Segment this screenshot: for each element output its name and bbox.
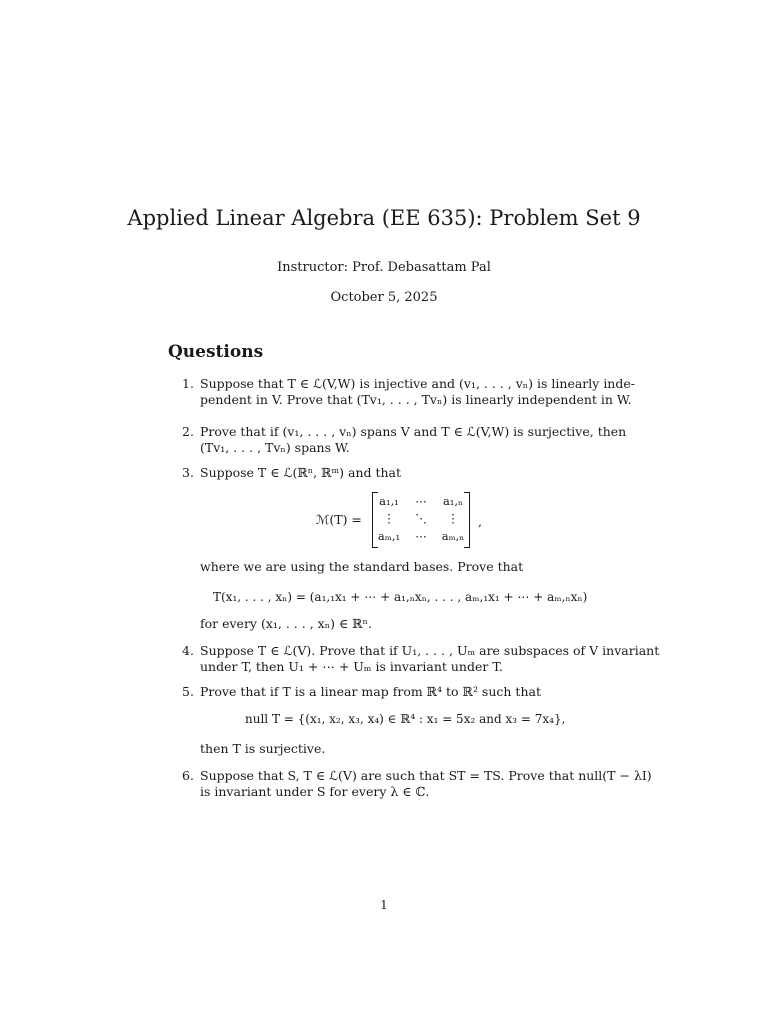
document-title: Applied Linear Algebra (EE 635): Problem Set 9 bbox=[127, 206, 641, 230]
question-text-line: pendent in V. Prove that (Tv₁, . . . , Tvₙ) is linearly independent in W. bbox=[200, 392, 632, 407]
question-text-line: Suppose that T ∈ ℒ(V,W) is injective and (v₁, . . . , vₙ) is linearly inde- bbox=[200, 376, 635, 391]
question-text-line: Prove that if T is a linear map from ℝ⁴ to ℝ² such that bbox=[200, 684, 541, 699]
display-equation: T(x₁, . . . , xₙ) = (a₁,₁x₁ + ⋯ + a₁,ₙxₙ, . . . , aₘ,₁x₁ + ⋯ + aₘ,ₙxₙ) bbox=[213, 590, 588, 604]
question-text-line: where we are using the standard bases. Prove that bbox=[200, 559, 524, 574]
question-number: 2. bbox=[182, 424, 194, 439]
date-line: October 5, 2025 bbox=[330, 290, 438, 305]
page-number: 1 bbox=[380, 898, 388, 912]
question-number: 3. bbox=[182, 465, 194, 480]
matrix-trailing-comma: , bbox=[478, 514, 482, 529]
question-number: 1. bbox=[182, 376, 194, 391]
matrix-cell: a₁,₁ bbox=[379, 494, 399, 508]
matrix-cell: aₘ,ₙ bbox=[441, 529, 465, 543]
question-number: 6. bbox=[182, 768, 194, 783]
matrix-cell: ⋯ bbox=[415, 494, 427, 508]
matrix-cell: ⋯ bbox=[415, 529, 427, 543]
matrix-lhs: ℳ(T) = bbox=[316, 512, 362, 527]
question-number: 5. bbox=[182, 684, 194, 699]
question-text-line: is invariant under S for every λ ∈ ℂ. bbox=[200, 784, 430, 799]
matrix-of-t bbox=[372, 492, 470, 548]
question-number: 4. bbox=[182, 643, 194, 658]
question-text-line: (Tv₁, . . . , Tvₙ) spans W. bbox=[200, 440, 350, 455]
matrix-cell: a₁,ₙ bbox=[442, 494, 464, 508]
matrix-cell: ⋮ bbox=[383, 511, 395, 525]
question-text-line: Suppose T ∈ ℒ(ℝⁿ, ℝᵐ) and that bbox=[200, 465, 402, 480]
display-equation: null T = {(x₁, x₂, x₃, x₄) ∈ ℝ⁴ : x₁ = 5x₂ and x₃ = 7x₄}, bbox=[245, 712, 566, 726]
matrix-cell: ⋱ bbox=[415, 511, 427, 525]
question-text-line: for every (x₁, . . . , xₙ) ∈ ℝⁿ. bbox=[200, 616, 372, 631]
question-text-line: Prove that if (v₁, . . . , vₙ) spans V and T ∈ ℒ(V,W) is surjective, then bbox=[200, 424, 627, 439]
question-text-line: under T, then U₁ + ⋯ + Uₘ is invariant under T. bbox=[200, 659, 503, 674]
instructor-line: Instructor: Prof. Debasattam Pal bbox=[277, 260, 491, 275]
question-text-line: Suppose that S, T ∈ ℒ(V) are such that ST = TS. Prove that null(T − λI) bbox=[200, 768, 652, 783]
section-heading: Questions bbox=[168, 342, 264, 362]
matrix-cell: aₘ,₁ bbox=[377, 529, 401, 543]
matrix-cell: ⋮ bbox=[447, 511, 459, 525]
question-text-line: then T is surjective. bbox=[200, 741, 326, 756]
question-text-line: Suppose T ∈ ℒ(V). Prove that if U₁, . . . , Uₘ are subspaces of V invariant bbox=[200, 643, 660, 658]
